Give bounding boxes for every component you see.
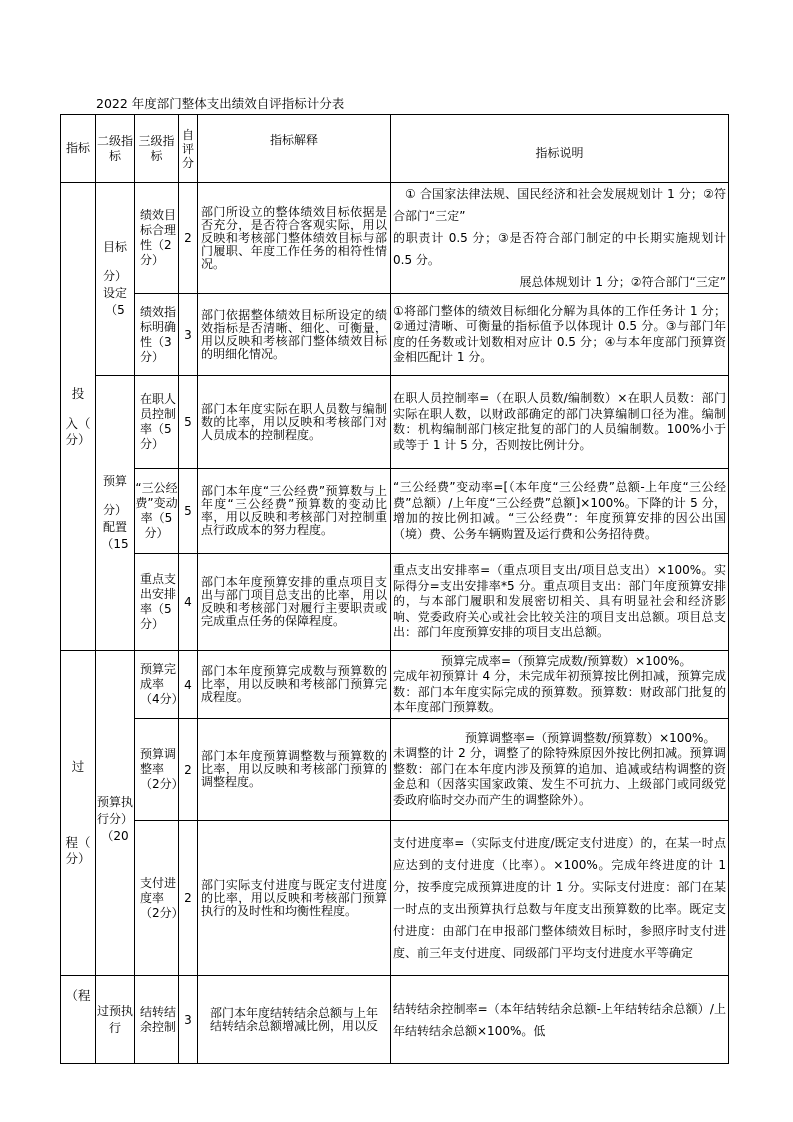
indicator-explain: 部门本年度结转结余总额与上年 结转结余总额增减比例，用以反 — [198, 976, 391, 1064]
indicator-name: 绩效目标合理性（2分） — [135, 183, 179, 294]
indicator-score: 5 — [179, 469, 198, 554]
table-row — [61, 554, 729, 651]
table-row — [61, 719, 729, 821]
table-row — [61, 294, 729, 376]
header-level1: 指标 — [61, 115, 96, 183]
indicator-name: 在职人员控制率（5分） — [135, 376, 179, 469]
header-level3: 三级指标 — [135, 115, 179, 183]
group-process: 过 程（ 分） — [61, 651, 96, 976]
subgroup-exec-cont: 过预执行 — [96, 976, 135, 1064]
indicator-explain: 部门本年度实际在职人员数与编制数的比率，用以反映和考核部门对人员成本的控制程度。 — [198, 376, 391, 469]
indicator-score: 3 — [179, 294, 198, 376]
indicator-explain: 部门本年度“三公经费”预算数与上年度“三公经费”预算数的变动比率，用以反映和考核部门对控制重点行政成本的努力程度。 — [198, 469, 391, 554]
group-input: 投 入（ 分） — [61, 183, 96, 651]
subgroup-goal: 目标 分） 设定（5 — [96, 183, 135, 376]
indicator-desc: 预算调整率=（预算调整数/预算数）×100%。 未调整的计 2 分，调整了的除特殊原因外按比例扣减。预算调整数：部门在本年度内涉及预算的追加、追减或结构调整的资金总和（因落实国家政策、发生不可抗力、上级部门或同级党委政府临时交办而产生的调整除外）。 — [391, 719, 729, 821]
indicator-desc: ① 合国家法律法规、国民经济和社会发展规划计 1 分；②符合部门“三定” 的职责计 0.5 分；③是否符合部门制定的中长期实施规划计 0.5 分。 展总体规划计 1 分；②符合部门“三定” — [391, 183, 729, 294]
indicator-score: 3 — [179, 976, 198, 1064]
header-level2: 二级指标 — [96, 115, 135, 183]
indicator-name: 支付进度率（2分） — [135, 821, 179, 976]
indicator-score: 5 — [179, 376, 198, 469]
indicator-explain: 部门所设立的整体绩效目标依据是否充分，是否符合客观实际，用以反映和考核部门整体绩效目标与部门履职、年度工作任务的相符性情况。 — [198, 183, 391, 294]
indicator-explain: 部门实际支付进度与既定支付进度的比率，用以反映和考核部门预算执行的及时性和均衡性程度。 — [198, 821, 391, 976]
indicator-name: 绩效指标明确性（3分） — [135, 294, 179, 376]
indicator-name: 结转结余控制 — [135, 976, 179, 1064]
indicator-name: 重点支出安排率（5分） — [135, 554, 179, 651]
table-row — [61, 183, 729, 294]
table-row — [61, 469, 729, 554]
indicator-name: “三公经费”变动率（5分） — [135, 469, 179, 554]
table-row — [61, 821, 729, 976]
header-row — [61, 115, 729, 183]
indicator-score: 4 — [179, 651, 198, 719]
indicator-desc: 结转结余控制率=（本年结转结余总额-上年结转结余总额）/上年结转结余总额×100%。低 — [391, 976, 729, 1064]
indicator-desc: 重点支出安排率=（重点项目支出/项目总支出）×100%。实际得分=支出安排率*5 分。重点项目支出：部门年度预算安排的，与本部门履职和发展密切相关、具有明显社会和经济影响、党委政府关心或社会比较关注的项目支出总额。项目总支出：部门年度预算安排的项目支出总额。 — [391, 554, 729, 651]
indicator-score: 2 — [179, 719, 198, 821]
indicator-desc: 支付进度率=（实际支付进度/既定支付进度）的，在某一时点应达到的支付进度（比率）。×100%。完成年终进度的计 1 分，按季度完成预算进度的计 1 分。实际支付进度：部门在某一时点的支出预算执行总数与年度支出预算数的比率。既定支付进度：由部门在申报部门整体绩效目标时，参照序时支付进度、前三年支付进度、同级部门平均支付进度水平等确定 — [391, 821, 729, 976]
group-process-cont: （程 — [61, 976, 96, 1064]
indicator-name: 预算调整率（2分） — [135, 719, 179, 821]
subgroup-exec: 预算执行分）（20 — [96, 651, 135, 976]
indicator-desc: “三公经费”变动率=[（本年度“三公经费”总额-上年度“三公经费”总额）/上年度“三公经费”总额]×100%。下降的计 5 分，增加的按比例扣减。“三公经费”：年度预算安排的因公出国（境）费、公务车辆购置及运行费和公务招待费。 — [391, 469, 729, 554]
subgroup-budget: 预算 分） 配置（15 — [96, 376, 135, 651]
table-row — [61, 976, 729, 1064]
indicator-explain: 部门本年度预算安排的重点项目支出与部门项目总支出的比率，用以反映和考核部门对履行主要职责或完成重点任务的保障程度。 — [198, 554, 391, 651]
header-explain: 指标解释 — [198, 115, 391, 183]
table-row — [61, 651, 729, 719]
header-score: 自评分 — [179, 115, 198, 183]
header-desc: 指标说明 — [391, 115, 729, 183]
indicator-desc: ①将部门整体的绩效目标细化分解为具体的工作任务计 1 分；②通过清晰、可衡量的指标值予以体现计 0.5 分。③与部门年度的任务数或计划数相对应计 0.5 分；④与本年度部门预算资金相匹配计 1 分。 — [391, 294, 729, 376]
indicator-score: 4 — [179, 554, 198, 651]
indicator-score: 2 — [179, 821, 198, 976]
score-table — [60, 114, 729, 1064]
page-title: 2022 年度部门整体支出绩效自评指标计分表 — [96, 96, 345, 111]
indicator-desc: 在职人员控制率=（在职人员数/编制数）×在职人员数：部门实际在职人数，以财政部确定的部门决算编制口径为准。编制数：机构编制部门核定批复的部门的人员编制数。100%小于或等于 1 计 5 分，否则按比例计分。 — [391, 376, 729, 469]
indicator-explain: 部门本年度预算调整数与预算数的比率，用以反映和考核部门预算的调整程度。 — [198, 719, 391, 821]
indicator-desc: 预算完成率=（预算完成数/预算数）×100%。 完成年初预算计 4 分，未完成年初预算按比例扣减，预算完成数：部门本年度实际完成的预算数。预算数：财政部门批复的本年度部门预算数。 — [391, 651, 729, 719]
indicator-explain: 部门本年度预算完成数与预算数的比率，用以反映和考核部门预算完成程度。 — [198, 651, 391, 719]
indicator-score: 2 — [179, 183, 198, 294]
table-row — [61, 376, 729, 469]
indicator-name: 预算完成率（4分） — [135, 651, 179, 719]
indicator-explain: 部门依据整体绩效目标所设定的绩效指标是否清晰、细化、可衡量，用以反映和考核部门整体绩效目标的明细化情况。 — [198, 294, 391, 376]
